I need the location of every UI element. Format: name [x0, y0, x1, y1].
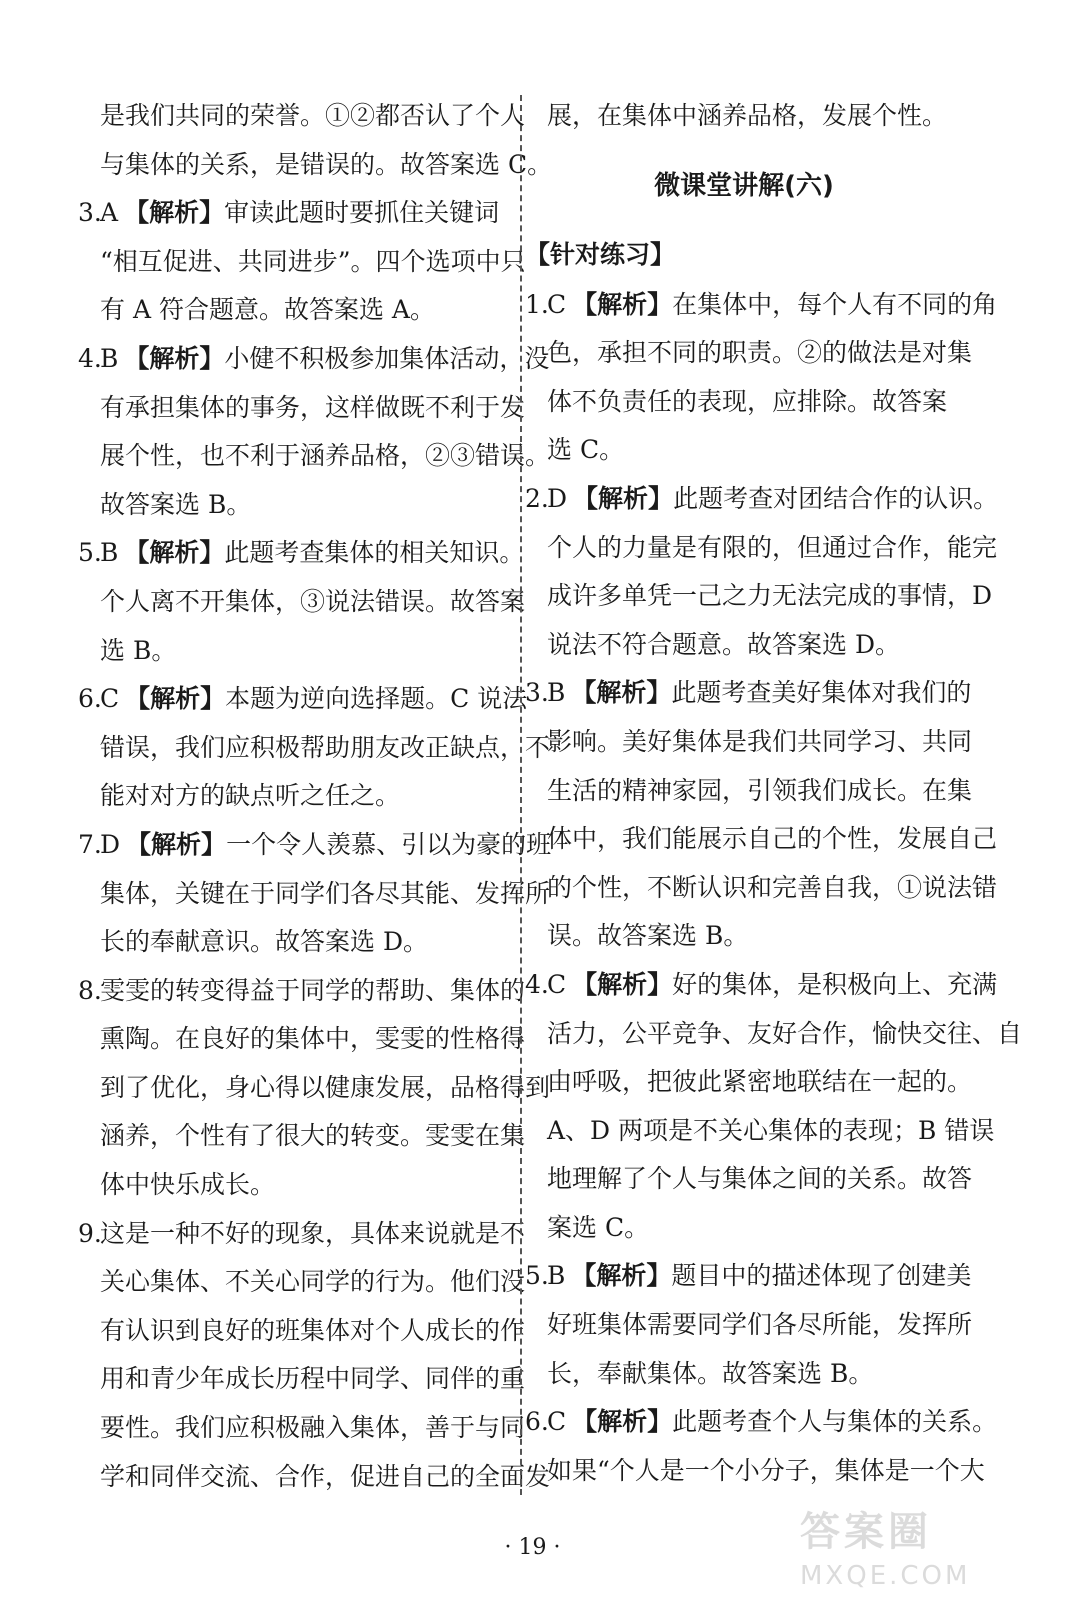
answer-letter: A [100, 198, 119, 228]
item-number: 3. [78, 198, 102, 228]
answer-item [78, 675, 551, 821]
item-continuation-line: 个人的力量是有限的，但通过合作，能完 [547, 532, 998, 562]
item-text: 这是一种不好的现象，具体来说就是不 [100, 1218, 526, 1248]
item-number: 6. [78, 684, 102, 714]
item-text: 题目中的描述体现了创建美 [671, 1261, 972, 1291]
answer-first-line [525, 281, 998, 330]
item-continuation-line: 用和青少年成长历程中同学、同伴的重 [100, 1364, 526, 1394]
analysis-tag: 【解析】 [124, 538, 225, 568]
watermark-sub-text: MXQE.COM [800, 1561, 971, 1591]
answer-item [525, 961, 1023, 1253]
analysis-tag: 【解析】 [124, 198, 225, 228]
answer-letter: C [100, 684, 120, 714]
analysis-tag: 【解析】 [125, 684, 226, 714]
column-divider [520, 95, 522, 1495]
left-column [78, 92, 553, 1501]
right-column [525, 92, 1023, 1495]
page-number: · 19 · [504, 1535, 561, 1560]
analysis-tag: 【解析】 [572, 289, 673, 319]
answer-item [78, 189, 526, 335]
item-text: 审读此题时要抓住关键词 [224, 198, 500, 228]
answer-first-line [78, 967, 526, 1016]
item-continuation-line: 能对对方的缺点听之任之。 [100, 781, 401, 811]
answer-item [78, 1210, 551, 1502]
watermark-main-text: 答案圈 [800, 1509, 932, 1555]
item-continuation-line: 展个性，也不利于涵养品格，②③错误。 [100, 441, 551, 471]
section-heading: 微课堂讲解(六) [654, 170, 834, 201]
item-continuation-line: 活力，公平竞争、友好合作，愉快交往、自 [547, 1018, 1023, 1048]
analysis-tag: 【解析】 [573, 483, 674, 513]
item-number: 4. [78, 343, 102, 373]
item-continuation-line: 集体，关键在于同学们各尽其能、发挥所 [100, 878, 551, 908]
answer-item [525, 1398, 998, 1495]
item-continuation-line: 选 B。 [100, 635, 177, 665]
item-continuation-line: 体不负责任的表现，应排除。故答案 [547, 386, 948, 416]
item-continuation-line: 由呼吸，把彼此紧密地联结在一起的。 [547, 1067, 973, 1097]
item-text: 此题考查对团结合作的认识。 [673, 483, 999, 513]
item-continuation-line: 地理解了个人与集体之间的关系。故答 [547, 1164, 973, 1194]
answer-letter: C [547, 289, 567, 319]
item-number: 4. [525, 969, 549, 999]
item-continuation-line: 生活的精神家园，引领我们成长。在集 [547, 775, 973, 805]
answer-letter: B [547, 678, 566, 708]
item-continuation-line: A、D 两项是不关心集体的表现；B 错误 [547, 1115, 995, 1145]
item-number: 2. [525, 483, 549, 513]
item-continuation-line: 成许多单凭一己之力无法完成的事情，D [547, 581, 993, 611]
item-continuation-line: 学和同伴交流、合作，促进自己的全面发 [100, 1461, 551, 1491]
answer-letter: D [547, 483, 568, 513]
item-continuation-line: 有 A 符合题意。故答案选 A。 [100, 295, 435, 325]
item-continuation-line: 说法不符合题意。故答案选 D。 [547, 629, 900, 659]
item-text: 在集体中，每个人有不同的角 [672, 289, 998, 319]
answer-letter: B [100, 538, 119, 568]
answer-item [525, 281, 998, 475]
item-number: 6. [525, 1407, 549, 1437]
answer-first-line [78, 821, 552, 870]
analysis-tag: 【解析】 [126, 829, 227, 859]
item-continuation-line: 涵养，个性有了很大的转变。雯雯在集 [100, 1121, 526, 1151]
analysis-tag: 【解析】 [572, 1407, 673, 1437]
item-continuation-line: 误。故答案选 B。 [547, 921, 749, 951]
item-continuation-line: 要性。我们应积极融入集体，善于与同 [100, 1413, 526, 1443]
answer-letter: B [100, 343, 119, 373]
answer-letter: D [100, 829, 121, 859]
item-continuation-line: 案选 C。 [547, 1212, 650, 1242]
answer-item [525, 1252, 973, 1398]
continued-line: 与集体的关系，是错误的。故答案选 C。 [100, 149, 553, 179]
item-continuation-line: 错误，我们应积极帮助朋友改正缺点，不 [100, 732, 551, 762]
item-continuation-line: 熏陶。在良好的集体中，雯雯的性格得 [100, 1024, 526, 1054]
answer-item [525, 475, 999, 669]
item-number: 1. [525, 289, 549, 319]
item-text: 此题考查集体的相关知识。 [224, 538, 525, 568]
answer-first-line [525, 475, 999, 524]
answer-first-line [78, 675, 528, 724]
answer-letter: C [547, 969, 567, 999]
item-text: 好的集体，是积极向上、充满 [672, 969, 998, 999]
answer-item [78, 821, 552, 967]
answer-first-line [525, 1252, 972, 1301]
analysis-tag: 【解析】 [572, 969, 673, 999]
item-continuation-line: 体中，我们能展示自己的个性，发展自己 [547, 824, 998, 854]
item-text: 一个令人羡慕、引以为豪的班 [226, 829, 552, 859]
item-continuation-line: 到了优化，身心得以健康发展，品格得到 [100, 1072, 551, 1102]
item-continuation-line: 的个性，不断认识和完善自我，①说法错 [547, 872, 998, 902]
item-continuation-line: 长，奉献集体。故答案选 B。 [547, 1358, 874, 1388]
item-text: 此题考查个人与集体的关系。 [672, 1407, 998, 1437]
answer-item [525, 669, 998, 961]
item-text: 雯雯的转变得益于同学的帮助、集体的 [100, 975, 526, 1005]
answer-first-line [78, 189, 515, 238]
item-number: 5. [78, 538, 102, 568]
item-continuation-line: 个人离不开集体，③说法错误。故答案 [100, 586, 526, 616]
item-continuation-line: 如果“个人是一个小分子，集体是一个大 [547, 1455, 985, 1485]
watermark-logo [800, 1500, 1050, 1595]
answer-letter: B [547, 1261, 566, 1291]
item-number: 8. [78, 975, 102, 1005]
item-number: 9. [78, 1218, 102, 1248]
item-continuation-line: 选 C。 [547, 435, 625, 465]
continued-line: 展，在集体中涵养品格，发展个性。 [547, 101, 948, 130]
item-continuation-line: 色，承担不同的职责。②的做法是对集 [547, 338, 973, 368]
answer-first-line [78, 335, 550, 384]
answer-first-line [525, 669, 972, 718]
analysis-tag: 【解析】 [124, 343, 225, 373]
item-continuation-line: 长的奉献意识。故答案选 D。 [100, 927, 428, 957]
item-continuation-line: 影响。美好集体是我们共同学习、共同 [547, 726, 973, 756]
item-continuation-line: 关心集体、不关心同学的行为。他们没 [100, 1267, 526, 1297]
item-number: 3. [525, 678, 549, 708]
item-continuation-line: 体中快乐成长。 [100, 1170, 276, 1200]
item-text: 本题为逆向选择题。C 说法 [225, 684, 528, 714]
answer-item [78, 335, 551, 529]
item-text: 此题考查美好集体对我们的 [671, 678, 972, 708]
answer-first-line [78, 1210, 526, 1259]
answer-first-line [78, 529, 525, 578]
answer-first-line [525, 961, 998, 1010]
item-number: 5. [525, 1261, 549, 1291]
analysis-tag: 【解析】 [571, 678, 672, 708]
item-continuation-line: 有承担集体的事务，这样做既不利于发 [100, 392, 526, 422]
answer-first-line [525, 1398, 998, 1447]
section-label: 【针对练习】 [525, 239, 676, 269]
analysis-tag: 【解析】 [571, 1261, 672, 1291]
answer-item [78, 529, 526, 675]
item-continuation-line: 好班集体需要同学们各尽所能，发挥所 [547, 1310, 973, 1340]
item-continuation-line: 有认识到良好的班集体对个人成长的作 [100, 1315, 526, 1345]
answer-letter: C [547, 1407, 567, 1437]
item-number: 7. [78, 829, 102, 859]
item-continuation-line: 故答案选 B。 [100, 489, 252, 519]
continued-line: 是我们共同的荣誉。①②都否认了个人 [100, 101, 526, 130]
item-continuation-line: “相互促进、共同进步”。四个选项中只 [100, 246, 526, 276]
item-text: 小健不积极参加集体活动，没 [224, 343, 550, 373]
answer-item [78, 967, 551, 1210]
